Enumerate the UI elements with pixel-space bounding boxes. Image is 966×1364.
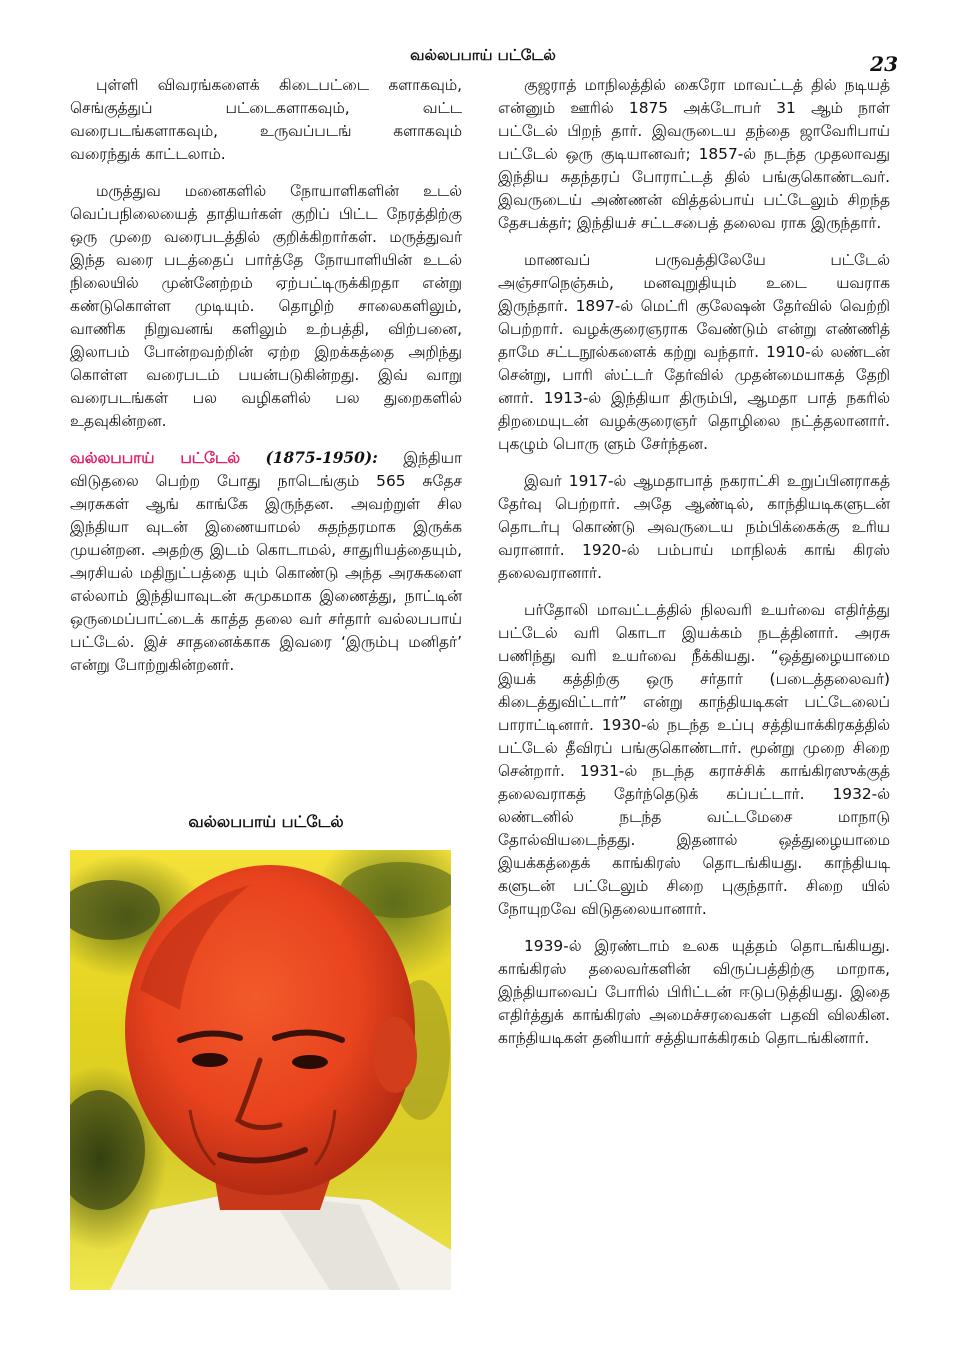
- portrait-illustration: [70, 850, 451, 1290]
- portrait-photo: [70, 850, 451, 1290]
- paragraph-body: இந்தியா விடுதலை பெற்ற போது நாடெங்கும் 565 சுதேச அரசுகள் ஆங் காங்கே இருந்தன. அவற்றுள் சில இந்தியா வுடன் இணையாமல் சுதந்தரமாக இருக்க முயன்றன. அதற்கு இடம் கொடாமல், சாதுரியத்தையும், அரசியல் மதிநுட்பத்தை யும் கொண்டு அந்த அரசுகளை எல்லாம் இந்தியாவுடன் சுமுகமாக இணைத்து, நாட்டின் ஒருமைப்பாட்டைக் காத்த தலை வர் சர்தார் வல்லபபாய் பட்டேல். இச் சாதனைக்காக இவரை ‘இரும்பு மனிதர்’ என்று போற்றுகின்றனர்.: [70, 449, 462, 674]
- paragraph: 1939-ல் இரண்டாம் உலக யுத்தம் தொடங்கியது. காங்கிரஸ் தலைவர்களின் விருப்பத்திற்கு மாறாக, இந்தியாவைப் போரில் பிரிட்டன் ஈடுபடுத்தியது. இதை எதிர்த்துக் காங்கிரஸ் அமைச்சரவைகள் பதவி விலகின. காந்தியடிகள் தனியார் சத்தியாக்கிரகம் தொடங்கினார்.: [498, 937, 890, 1047]
- paragraph: மாணவப் பருவத்திலேயே பட்டேல் அஞ்சாநெஞ்சும், மனவுறுதியும் உடை யவராக இருந்தார். 1897-ல் மெட்ரி குலேஷன் தேர்வில் வெற்றி பெற்றார். வழக்குரைஞராக வேண்டும் என்று எண்ணித் தாமே சட்டநூல்களைக் கற்று வந்தார். 1910-ல் லண்டன் சென்று, பாரி ஸ்ட்டர் தேர்வில் முதன்மையாகத் தேறி னார். 1913-ல் இந்தியா திரும்பி, ஆமதா பாத் நகரில் திறமையுடன் வழக்குரைஞர் தொழிலை நட்த்தலானார். புகழும் பொரு ளும் சேர்ந்தன.: [498, 251, 890, 453]
- page-number: 23: [870, 52, 898, 76]
- paragraph: புள்ளி விவரங்களைக் கிடைபட்டை களாகவும், செங்குத்துப் பட்டைகளாகவும், வட்ட வரைபடங்களாகவும், உருவப்படங் களாகவும் வரைந்துக் காட்டலாம்.: [70, 76, 462, 163]
- running-head: வல்லபபாய் பட்டேல்: [410, 46, 556, 64]
- paragraph: குஜராத் மாநிலத்தில் கைரோ மாவட்டத் தில் நடியத் என்னும் ஊரில் 1875 அக்டோபர் 31 ஆம் நாள் பட்டேல் பிறந் தார். இவருடைய தந்தை ஜாவேரிபாய் பட்டேல் ஒரு குடியானவர்; 1857-ல் நடந்த முதலாவது இந்திய சுதந்தரப் போராட்டத் தில் பங்குகொண்டவர். இவருடைய் அண்ணன் வித்தல்பாய் பட்டேலும் சிறந்த தேசபக்தர்; இந்தியச் சட்டசபைத் தலைவ ராக இருந்தார்.: [498, 76, 890, 232]
- paragraph: மருத்துவ மனைகளில் நோயாளிகளின் உடல் வெப்பநிலையைத் தாதியர்கள் குறிப் பிட்ட நேரத்திற்கு ஒரு முறை வரைபடத்தில் குறிக்கிறார்கள். மருத்துவர் இந்த வரை படத்தைப் பார்த்தே நோயாளியின் உடல் நிலையில் முன்னேற்றம் ஏற்பட்டிருக்கிறதா என்று கண்டுகொள்ள முடியும். தொழிற் சாலைகளிலும், வாணிக நிறுவனங் களிலும் உற்பத்தி, விற்பனை, இலாபம் போன்றவற்றின் ஏற்ற இறக்கத்தை அறிந்து கொள்ள வரைபடம் பயன்படுகின்றது. இவ் வாறு வரைபடங்கள் பல வழிகளில் பல துறைகளில் உதவுகின்றன.: [70, 182, 462, 430]
- photo-caption: வல்லபபாய் பட்டேல்: [188, 812, 344, 831]
- section-paragraph: [70, 447, 462, 677]
- paragraph: இவர் 1917-ல் ஆமதாபாத் நகராட்சி உறுப்பினராகத் தேர்வு பெற்றார். அதே ஆண்டில், காந்தியடிகளுடன் தொடர்பு கொண்டு அவருடைய நம்பிக்கைக்கு உரிய வரானார். 1920-ல் பம்பாய் மாநிலக் காங் கிரஸ் தலைவரானார்.: [498, 472, 890, 582]
- section-heading: வல்லபபாய் பட்டேல்: [70, 449, 241, 467]
- right-column: [498, 74, 890, 1064]
- section-years: (1875-1950):: [265, 449, 378, 467]
- paragraph: பர்தோலி மாவட்டத்தில் நிலவரி உயர்வை எதிர்த்து பட்டேல் வரி கொடா இயக்கம் நடத்தினார். அரசு பணிந்து வரி உயர்வை நீக்கியது. “ஒத்துழையாமை இயக் கத்திற்கு ஒரு சர்தார் (படைத்தலைவர்) கிடைத்துவிட்டார்” என்று காந்தியடிகள் பட்டேலைப் பாராட்டினார். 1930-ல் நடந்த உப்பு சத்தியாக்கிரகத்தில் பட்டேல் தீவிரப் பங்குகொண்டார். மூன்று முறை சிறை சென்றார். 1931-ல் நடந்த கராச்சிக் காங்கிரஸுக்குத் தலைவராகத் தேர்ந்தெடுக் கப்பட்டார். 1932-ல் லண்டனில் நடந்த வட்டமேசை மாநாடு தோல்வியடைந்தது. இதனால் ஒத்துழையாமை இயக்கத்தைக் காங்கிரஸ் தொடங்கியது. காந்தியடி களுடன் பட்டேலும் சிறை புகுந்தார். சிறை யில் நோயுறவே விடுதலையானார்.: [498, 601, 890, 918]
- left-column: [70, 74, 462, 691]
